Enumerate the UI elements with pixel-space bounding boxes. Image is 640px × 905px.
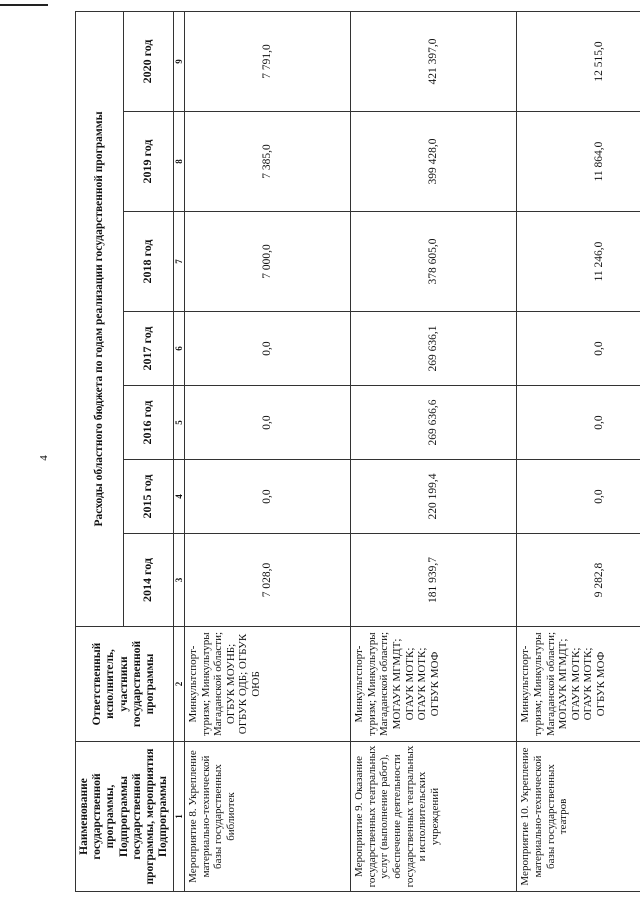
column-number: 4 xyxy=(173,460,184,534)
table-row xyxy=(184,11,350,891)
header-year: 2019 год xyxy=(124,112,174,212)
column-number: 3 xyxy=(173,534,184,627)
rotated-table-wrapper xyxy=(75,12,623,892)
top-rule xyxy=(0,4,48,6)
value-cell: 269 636,1 xyxy=(351,312,517,386)
column-number: 6 xyxy=(173,312,184,386)
header-row-1 xyxy=(76,11,124,891)
value-cell: 421 397,0 xyxy=(351,11,517,111)
value-cell: 0,0 xyxy=(517,386,640,460)
column-number: 9 xyxy=(173,11,184,111)
value-cell: 0,0 xyxy=(517,312,640,386)
value-cell: 378 605,0 xyxy=(351,212,517,312)
table-row xyxy=(517,11,640,891)
measure-name: Мероприятие 10. Укрепление материально-технической базы государственных театров xyxy=(517,742,640,892)
value-cell: 220 199,4 xyxy=(351,460,517,534)
header-name: Наименование государственной программы, Подпрограммы государственной программы, мероприятия Подпрограммы xyxy=(76,742,174,892)
value-cell: 399 428,0 xyxy=(351,112,517,212)
value-cell: 0,0 xyxy=(184,386,350,460)
column-number-row xyxy=(173,11,184,891)
header-year: 2014 год xyxy=(124,534,174,627)
value-cell: 7 028,0 xyxy=(184,534,350,627)
table-row xyxy=(351,11,517,891)
value-cell: 0,0 xyxy=(184,460,350,534)
header-expenses: Расходы областного бюджета по годам реализации государственной программы xyxy=(76,11,124,626)
executor-cell: Минкультспорт-туризм; Минкультуры Магаданской области; ОГБУК МОУНБ; ОГБУК ОДБ; ОГБУК ОЮБ xyxy=(184,627,350,742)
measure-name: Мероприятие 8. Укрепление материально-технической базы государственных библиотек xyxy=(184,742,350,892)
value-cell: 7 000,0 xyxy=(184,212,350,312)
value-cell: 11 246,0 xyxy=(517,212,640,312)
value-cell: 7 385,0 xyxy=(184,112,350,212)
value-cell: 0,0 xyxy=(517,460,640,534)
executor-cell: Минкультспорт-туризм; Минкультуры Магаданской области; МОГАУК МГМДТ; ОГАУК МОТК; ОГАУК МОТК; ОГБУК МОФ xyxy=(517,627,640,742)
measure-name: Мероприятие 9. Оказание государственных театральных услуг (выполнение работ), обеспечение деятельности государственных театральных и исполнительских учреждений xyxy=(351,742,517,892)
value-cell: 7 791,0 xyxy=(184,11,350,111)
value-cell: 269 636,6 xyxy=(351,386,517,460)
value-cell: 12 515,0 xyxy=(517,11,640,111)
header-year: 2020 год xyxy=(124,11,174,111)
column-number: 1 xyxy=(173,742,184,892)
page-number: 4 xyxy=(37,455,50,461)
value-cell: 11 864,0 xyxy=(517,112,640,212)
column-number: 5 xyxy=(173,386,184,460)
column-number: 2 xyxy=(173,627,184,742)
value-cell: 9 282,8 xyxy=(517,534,640,627)
value-cell: 181 939,7 xyxy=(351,534,517,627)
header-year: 2017 год xyxy=(124,312,174,386)
column-number: 8 xyxy=(173,112,184,212)
header-year: 2015 год xyxy=(124,460,174,534)
column-number: 7 xyxy=(173,212,184,312)
value-cell: 0,0 xyxy=(184,312,350,386)
header-year: 2018 год xyxy=(124,212,174,312)
header-year: 2016 год xyxy=(124,386,174,460)
executor-cell: Минкультспорт-туризм; Минкультуры Магаданской области; МОГАУК МГМДТ; ОГАУК МОТК; ОГАУК МОТК; ОГБУК МОФ xyxy=(351,627,517,742)
budget-table xyxy=(75,11,640,892)
header-executor: Ответственный исполнитель, участники государственной программы xyxy=(76,627,174,742)
